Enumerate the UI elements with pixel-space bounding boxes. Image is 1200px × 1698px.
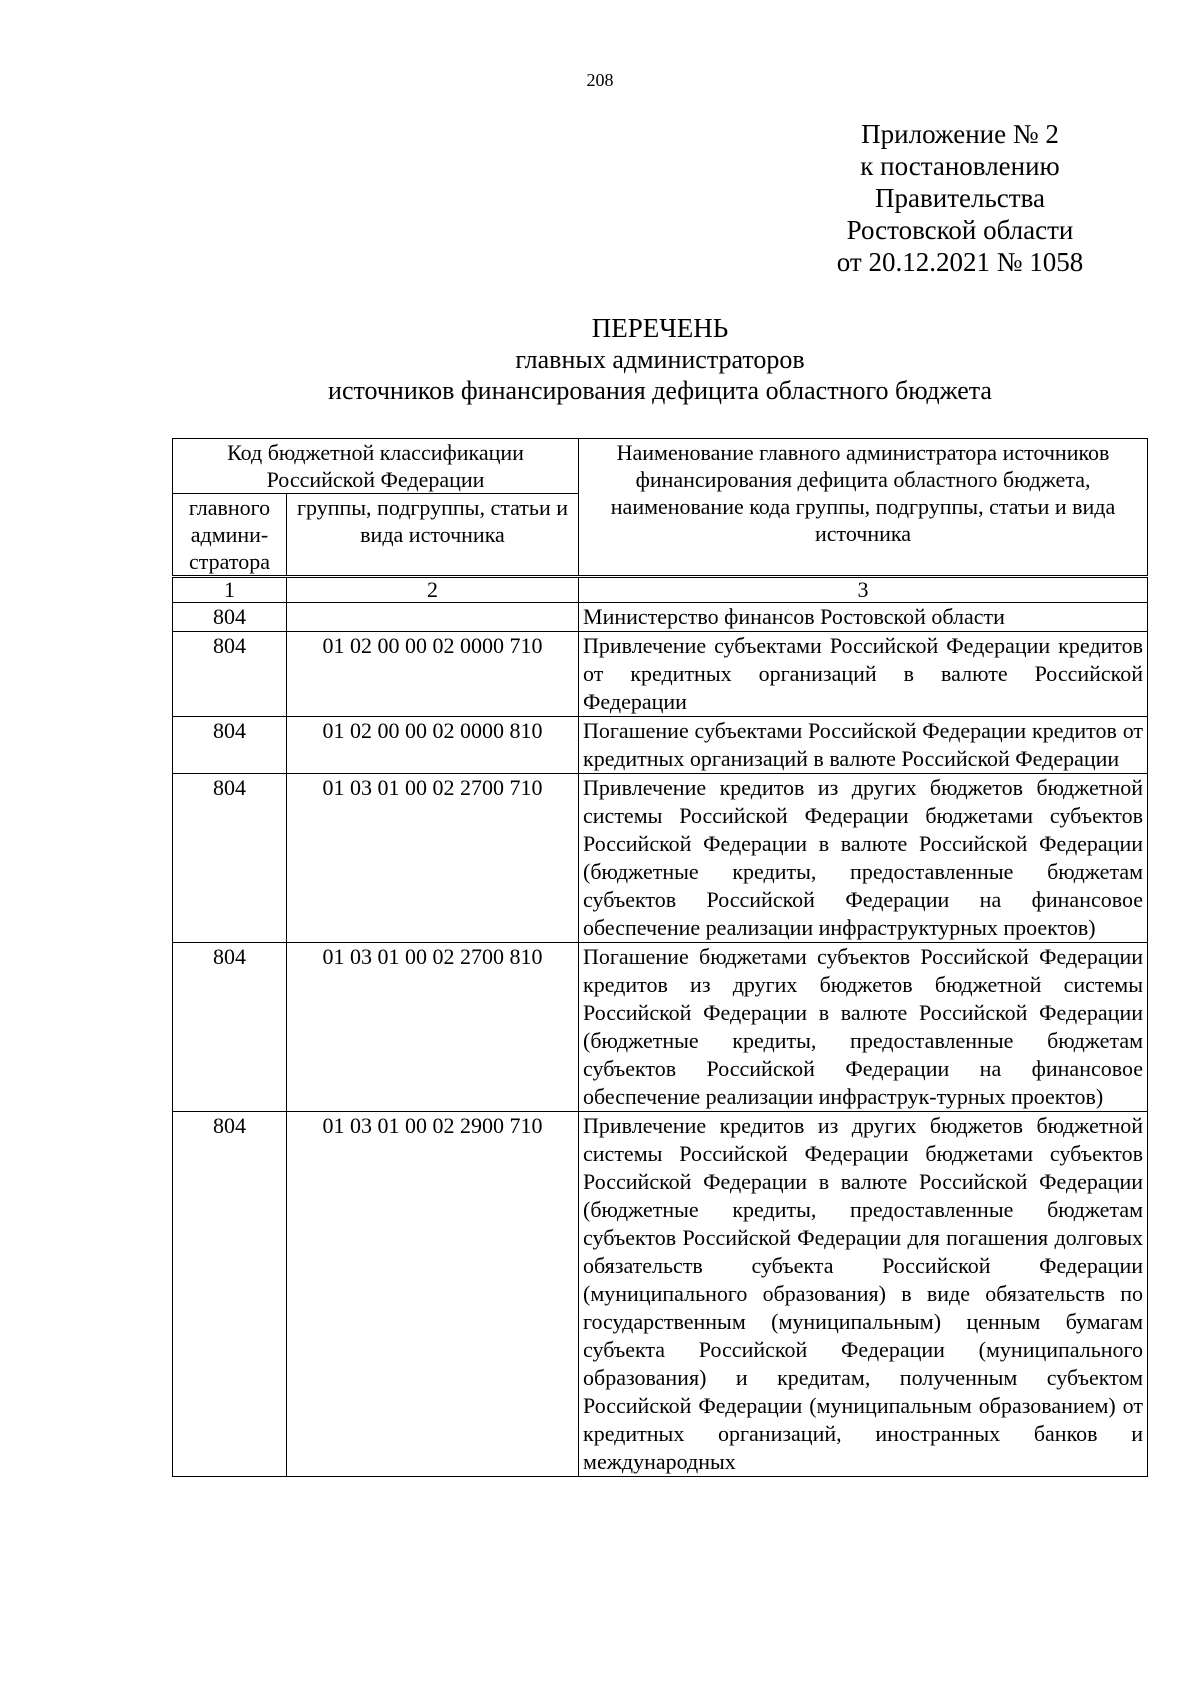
admin-code-cell: 804 — [173, 774, 287, 943]
header-code-group: Код бюджетной классификации Российской Федерации — [173, 439, 579, 494]
column-number: 3 — [579, 577, 1148, 603]
header-name: Наименование главного администратора источников финансирования дефицита областного бюджета, наименование кода группы, подгруппы, статьи и вида источника — [579, 439, 1148, 577]
name-cell: Привлечение субъектами Российской Федерации кредитов от кредитных организаций в валюте Российской Федерации — [579, 632, 1148, 717]
table-header-row — [173, 439, 1148, 494]
admin-code-cell: 804 — [173, 603, 287, 632]
document-title — [0, 313, 1200, 406]
table-row — [173, 1112, 1148, 1477]
source-code-cell: 01 02 00 00 02 0000 810 — [287, 717, 579, 774]
appendix-block — [820, 118, 1100, 278]
admin-code-cell: 804 — [173, 943, 287, 1112]
table-row — [173, 774, 1148, 943]
name-cell: Министерство финансов Ростовской области — [579, 603, 1148, 632]
appendix-line: к постановлению — [860, 151, 1060, 181]
source-code-cell: 01 03 01 00 02 2700 710 — [287, 774, 579, 943]
name-cell: Погашение бюджетами субъектов Российской Федерации кредитов из других бюджетов бюджетной системы Российской Федерации в валюте Российской Федерации (бюджетные кредиты, предоставленные бюджетам субъектов Российской Федерации на финансовое обеспечение реализации инфраструк-турных проектов) — [579, 943, 1148, 1112]
admin-code-cell: 804 — [173, 717, 287, 774]
column-numbers-row — [173, 577, 1148, 603]
appendix-line: от 20.12.2021 № 1058 — [836, 247, 1084, 277]
name-cell: Привлечение кредитов из других бюджетов бюджетной системы Российской Федерации бюджетами субъектов Российской Федерации в валюте Российской Федерации (бюджетные кредиты, предоставленные бюджетам субъектов Российской Федерации для погашения долговых обязательств субъекта Российской Федерации (муниципального образования) в виде обязательств по государственным (муниципальным) ценным бумагам субъекта Российской Федерации (муниципального образования) и кредитам, полученным субъектом Российской Федерации (муниципальным образованием) от кредитных организаций, иностранных банков и международных — [579, 1112, 1148, 1477]
admin-code-cell: 804 — [173, 1112, 287, 1477]
table-row — [173, 603, 1148, 632]
column-number: 1 — [173, 577, 287, 603]
table-row — [173, 717, 1148, 774]
name-cell: Погашение субъектами Российской Федерации кредитов от кредитных организаций в валюте Российской Федерации — [579, 717, 1148, 774]
name-cell: Привлечение кредитов из других бюджетов бюджетной системы Российской Федерации бюджетами субъектов Российской Федерации в валюте Российской Федерации (бюджетные кредиты, предоставленные бюджетам субъектов Российской Федерации на финансовое обеспечение реализации инфраструктурных проектов) — [579, 774, 1148, 943]
appendix-line: Правительства — [875, 183, 1045, 213]
source-code-cell: 01 02 00 00 02 0000 710 — [287, 632, 579, 717]
title-line: источников финансирования дефицита областного бюджета — [328, 376, 992, 405]
header-admin: главного админи-стратора — [173, 494, 287, 577]
source-code-cell — [287, 603, 579, 632]
table-row — [173, 632, 1148, 717]
source-code-cell: 01 03 01 00 02 2900 710 — [287, 1112, 579, 1477]
admin-code-cell: 804 — [173, 632, 287, 717]
title-main: ПЕРЕЧЕНЬ — [591, 313, 729, 343]
appendix-line: Приложение № 2 — [861, 119, 1059, 149]
sources-table — [172, 438, 1148, 1477]
table-row — [173, 943, 1148, 1112]
source-code-cell: 01 03 01 00 02 2700 810 — [287, 943, 579, 1112]
column-number: 2 — [287, 577, 579, 603]
title-line: главных администраторов — [515, 345, 805, 374]
page-number: 208 — [586, 70, 614, 90]
header-source: группы, подгруппы, статьи и вида источника — [287, 494, 579, 577]
appendix-line: Ростовской области — [846, 215, 1074, 245]
